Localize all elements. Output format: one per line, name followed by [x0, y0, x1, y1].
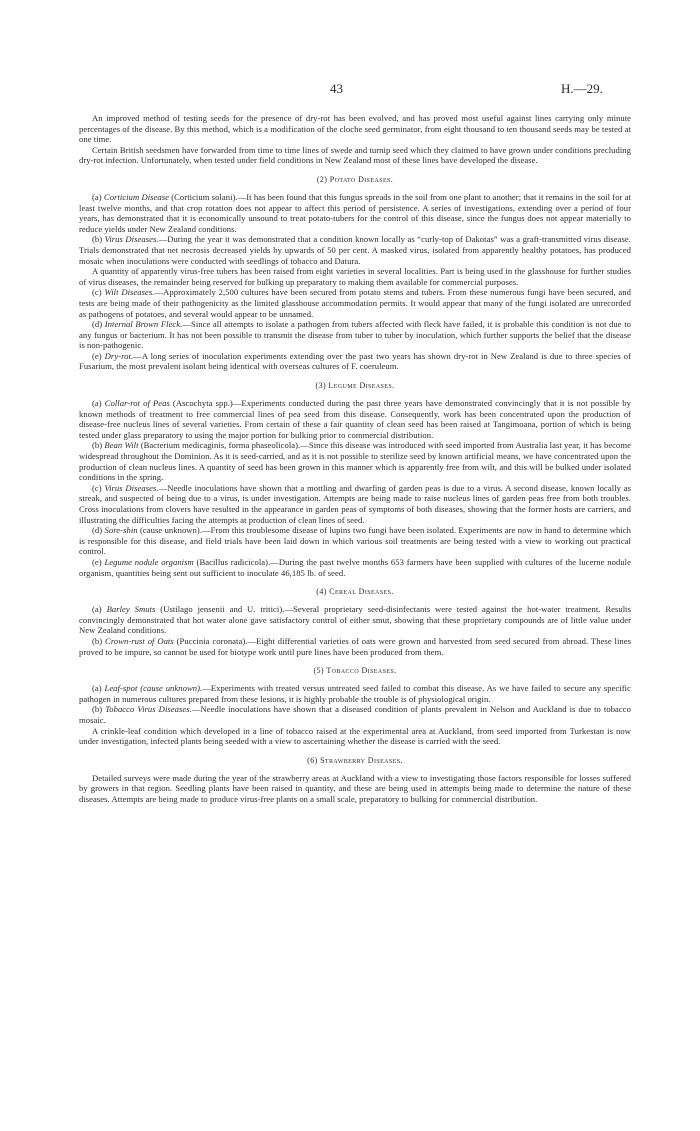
paragraph — [79, 266, 631, 287]
intro-paragraph: An improved method of testing seeds for the presence of dry-rot has been evolved, and has proved most useful against lines carrying only minute percentages of the disease. By this method, which is a modification of the cloche seed germinator, from eight thousand to ten thousand seeds may be tested at one time. — [79, 113, 631, 145]
section-heading — [79, 666, 631, 675]
item-title: Legume nodule organism — [104, 556, 194, 567]
item-text: —Needle inoculations have shown that a diseased condition of plants prevalent in Nelson and Auckland is due to tobacco mosaic. — [79, 704, 631, 725]
item-text: —Experiments with treated versus untreated seed failed to combat this disease. As we have failed to secure any specific pathogen in numerous cultures prepared from these lesions, it is highly probable the trouble is of physiological origin. — [79, 683, 631, 704]
item-marker: (b) — [92, 704, 106, 715]
section-number: (2) — [316, 174, 328, 184]
section-number: (6) — [307, 755, 318, 765]
item-marker: (b) — [92, 440, 105, 451]
section-number: (3) — [315, 381, 327, 391]
paragraph — [79, 726, 631, 747]
item-text: (cause unknown).—From this troublesome disease of lupins two fungi have been isolated. Experiments are now in hand to determine which is responsible for this disease, and field trials have been laid down in which various soil treatments are being tested with a view to working out practical control. — [79, 525, 631, 557]
paragraph — [79, 483, 631, 525]
item-marker: (d) — [92, 525, 105, 536]
item-marker: (a) — [92, 191, 104, 202]
paragraph — [79, 704, 631, 725]
item-title: Internal Brown Fleck. — [104, 319, 183, 330]
item-marker: (a) — [92, 683, 105, 694]
section-heading — [79, 381, 631, 390]
item-text: (Bacillus radicicola).—During the past twelve months 653 farmers have been supplied with cultures of the lucerne nodule organism, quantities being sent out sufficient to inoculate 46,185 lb. of seed. — [79, 556, 631, 578]
section-title: Cereal Diseases. — [329, 587, 394, 597]
item-title: Collar-rot of Peas — [104, 398, 170, 409]
item-marker: (c) — [92, 482, 105, 493]
section-heading — [79, 587, 631, 596]
item-title: Crown-rust of Oats — [105, 635, 174, 646]
paragraph — [79, 604, 631, 636]
paragraph — [79, 319, 631, 351]
item-title: Corticium Disease — [103, 191, 170, 202]
item-text: (Ustilago jensenii and U. tritici).—Several proprietary seed-disinfectants were tested against the hot-water treatment. Results convincingly demonstrated that hot water alone gave satisfactory control of either smut, showing that these proprietary compounds are of little value under New Zealand conditions. — [79, 604, 631, 636]
item-text: —Since all attempts to isolate a pathogen from tubers affected with fleck have failed, it is probable this condition is not due to any fungus or bacterium. It has not been possible to transmit the disease from tuber to tuber by inoculation, which further supports the belief that the disease is non-pathogenic. — [79, 319, 631, 351]
item-title: Wilt Diseases. — [104, 287, 155, 298]
item-text: —A long series of inoculation experiments extending over the past two years has shown dry-rot in New Zealand is due to three species of Fusarium, the most prevalent isolant being identical with overseas cultures of F. coeruleum. — [79, 350, 632, 372]
paragraph — [79, 192, 631, 234]
item-title: Barley Smuts — [106, 604, 156, 615]
item-title: Virus Diseases. — [104, 482, 159, 493]
item-marker: (a) — [92, 398, 105, 409]
section-number: (4) — [316, 587, 327, 597]
item-title: Virus Diseases. — [104, 234, 159, 245]
item-marker: (e) — [92, 350, 105, 361]
item-text: Detailed surveys were made during the year of the strawberry areas at Auckland with a view to investigating those factors responsible for losses suffered by growers in that region. Seedling plants have been raised in quantity, and these are being used in attempts being made to determine the nature of these diseases. Attempts are being made to produce virus-free plants on a small scale, preparatory to bulking for commercial distribution. — [79, 772, 631, 804]
item-marker: (b) — [92, 234, 105, 245]
section-number: (5) — [313, 666, 324, 676]
item-text: (Puccinia coronata).—Eight differential varieties of oats were grown and harvested from seed secured from abroad. These lines proved to be impure, so cannot be used for biotype work until pure lines have been produced from them. — [79, 635, 632, 657]
item-title: Dry-rot. — [104, 350, 134, 361]
intro-paragraph: Certain British seedsmen have forwarded from time to time lines of swede and turnip seed which they claimed to have grown under conditions precluding dry-rot infection. Unfortunately, when tested under field conditions in New Zealand most of these lines have developed the disease. — [79, 144, 631, 166]
item-title: Leaf-spot (cause unknown). — [104, 683, 203, 694]
section-title: Strawberry Diseases. — [320, 755, 403, 765]
paragraph — [79, 398, 631, 440]
item-title: Tobacco Virus Diseases. — [105, 704, 192, 715]
paragraph — [79, 773, 631, 805]
paragraph — [79, 683, 631, 704]
paragraph — [79, 525, 631, 557]
item-text: (Corticium solani).—It has been found that this fungus spreads in the soil from one plant to another; that it remains in the soil for at least twelve months, and that crop rotation does not appear to affect this period of persistence. A series of investigations, extending over a period of four years, has demonstrated that it is economically unsound to treat potato-tubers for the control of this disease, since the fungus does not appear materially to reduce yields under New Zealand conditions. — [79, 191, 631, 234]
paragraph — [79, 636, 631, 657]
item-text: A quantity of apparently virus-free tubers has been raised from eight varieties in several localities. Part is being used in the glasshouse for further studies of virus diseases, the remainder being reserved for bulking up preparatory to making them available for commercial purposes. — [79, 266, 631, 287]
section-title: Legume Diseases. — [328, 381, 395, 391]
item-title: Bean Wilt — [104, 440, 139, 451]
item-marker: (e) — [92, 556, 105, 567]
paragraph — [79, 440, 631, 482]
item-title: Sore-shin — [104, 525, 138, 536]
page-number: 43 — [330, 81, 343, 96]
item-text: —Needle inoculations have shown that a mottling and dwarfing of garden peas is due to a virus. A second disease, known locally as streak, and suspected of being due to a virus, is under investigation. Attempts are being made to raise nucleus lines of garden peas free from both troubles. Cross inoculations from clovers have resulted in the appearance in garden peas of symptoms of both diseases, showing that the former hosts are carriers, and illustrating the difficulties facing the attempts at production of clean lines of seed. — [79, 482, 631, 525]
item-marker: (b) — [92, 635, 106, 646]
paragraph — [79, 287, 631, 319]
item-marker: (d) — [92, 319, 105, 330]
item-text: (Bacterium medicaginis, forma phaseolicola).—Since this disease was introduced with seed imported from Australia last year, it has become widespread throughout the Dominion. As it is seed-carried, and as it is not possible to sterilize seed by known artificial means, we have concentrated upon the production of clean nucleus lines. A quantity of seed has been grown in this manner which is apparently free from wilt, and this will be bulked under isolated conditions in the spring. — [79, 440, 631, 483]
section-title: Tobacco Diseases. — [326, 666, 397, 676]
paragraph — [79, 234, 631, 266]
item-text: A crinkle-leaf condition which developed in a line of tobacco raised at the experimental area at Auckland, from seed imported from Turkestan is now under investigation, infected plants being seeded with a view to ascertaining whether the disease is carried with the seed. — [79, 725, 631, 747]
page-body — [79, 113, 631, 804]
item-text: —During the year it was demonstrated that a condition known locally as “curly-top of Dakotas” was a graft-transmitted virus disease. Trials demonstrated that net necrosis decreased yields by upwards of 50 per cent. A masked virus, isolated from apparently healthy potatoes, has produced mosaic when inoculations were conducted with seedlings of tobacco and Datura. — [79, 234, 631, 266]
section-heading — [79, 756, 631, 765]
item-text: (Ascochyta spp.)—Experiments conducted during the past three years have demonstrated convincingly that it is not possible by known methods of treatment to free commercial lines of pea seed from this disease. Consequently, work has been concentrated upon the production of disease-free nucleus lines of several varieties. From certain of these a fair quantity of clean seed has been raised at Tangimoana, portion of which is being tested under glass preparatory to using the major portion for bulking prior to commercial distribution. — [79, 398, 631, 440]
section-heading — [79, 175, 631, 184]
paragraph — [79, 351, 631, 372]
paragraph — [79, 557, 631, 578]
item-marker: (a) — [92, 604, 107, 615]
item-marker: (c) — [92, 287, 105, 298]
section-title: Potato Diseases. — [329, 174, 394, 184]
item-text: —Approximately 2,500 cultures have been secured from potato stems and tubers. From these numerous fungi have been secured, and tests are being made of their pathogenicity as the limited glasshouse accommodation permits. It would appear that many of the fungi isolated are unrecorded as pathogens of potatoes, and several would appear to be unnamed. — [79, 287, 631, 319]
report-reference: H.—29. — [561, 81, 603, 96]
